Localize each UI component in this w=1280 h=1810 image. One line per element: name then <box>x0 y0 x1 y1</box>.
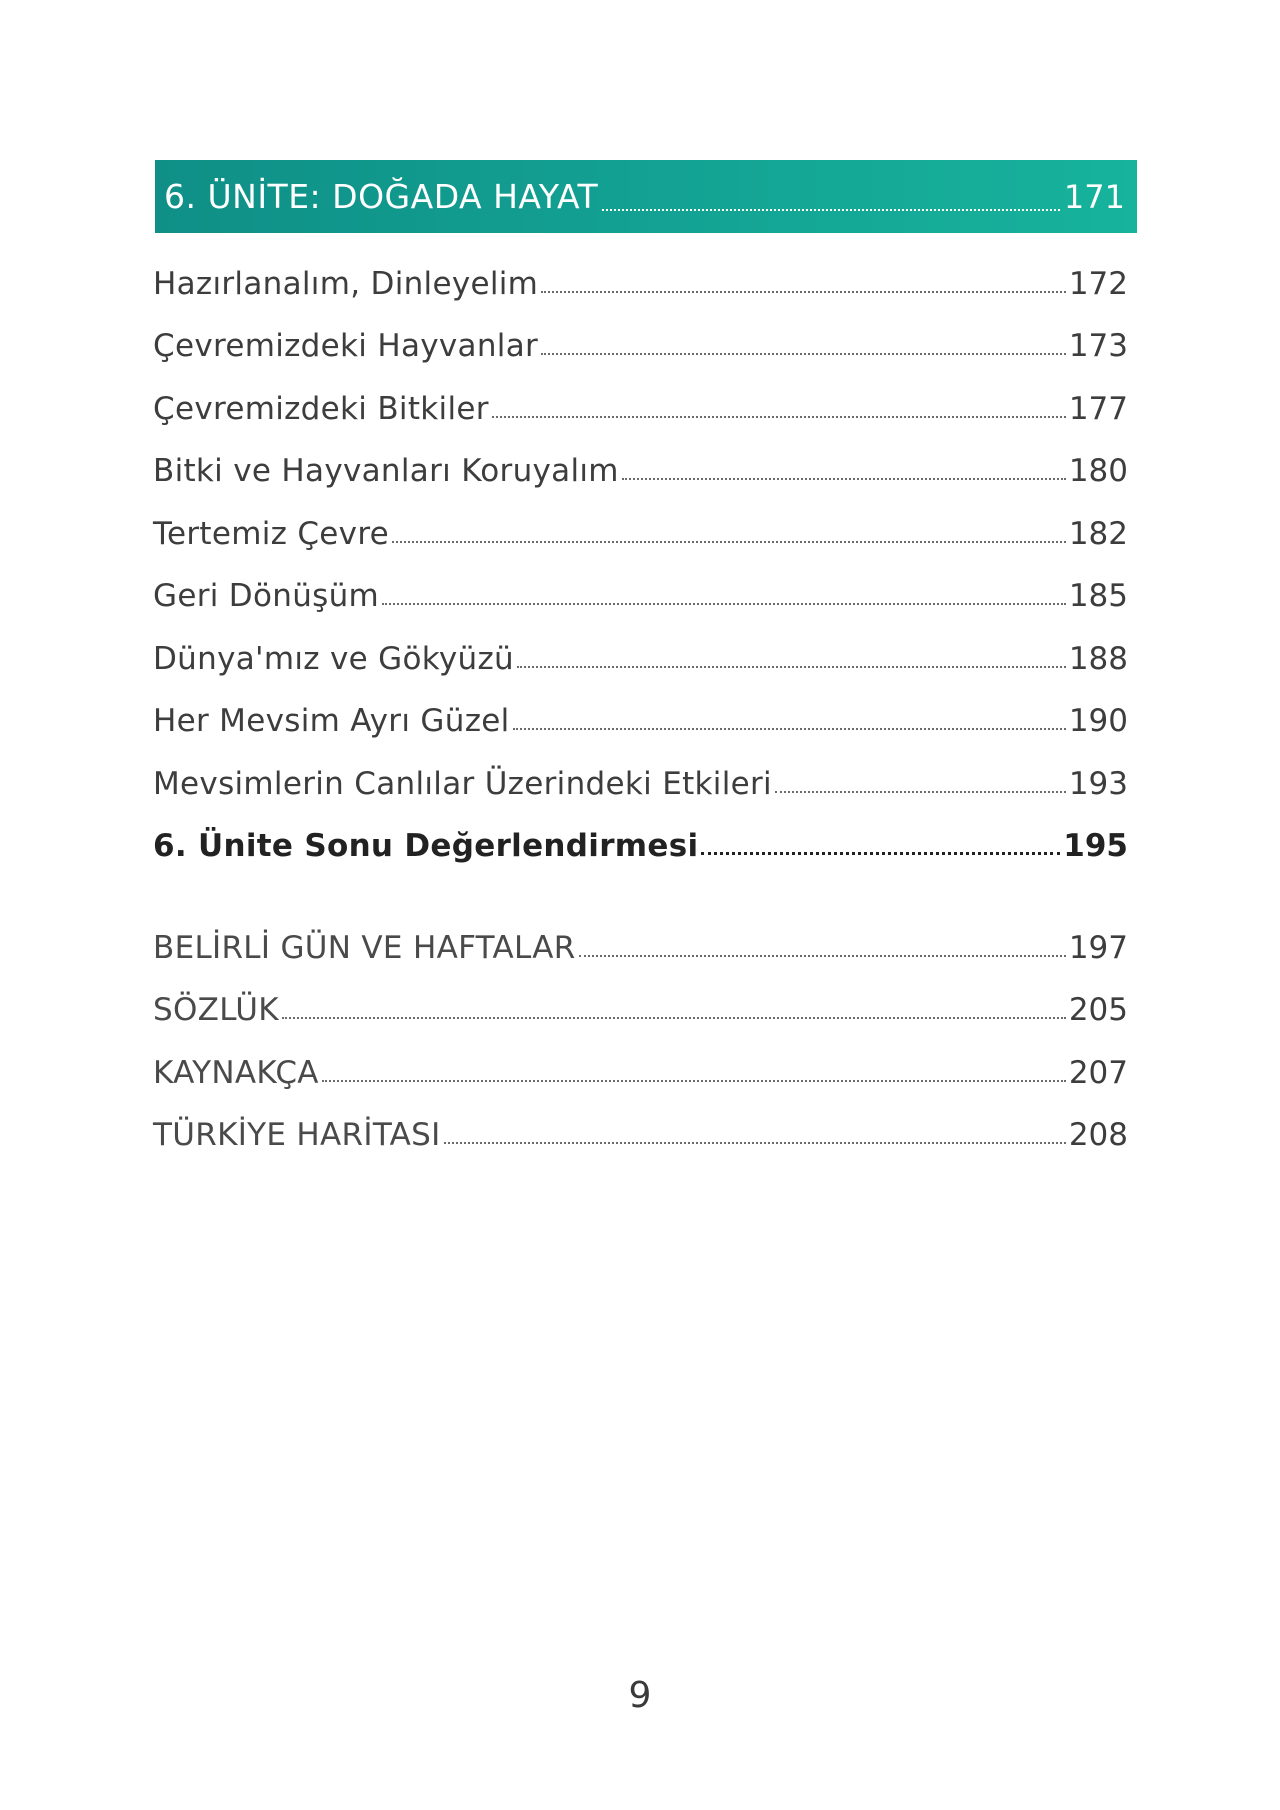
toc-entry[interactable] <box>153 972 1128 1035</box>
dot-leader <box>775 791 1066 793</box>
page-number: 9 <box>628 1675 652 1716</box>
dot-leader <box>444 1142 1066 1144</box>
toc-entry-page: 172 <box>1068 265 1128 302</box>
toc-entry-page: 197 <box>1068 929 1128 966</box>
table-of-contents <box>153 245 1128 870</box>
toc-entry[interactable] <box>153 558 1128 621</box>
toc-entry[interactable] <box>153 245 1128 308</box>
toc-entry-page: 177 <box>1068 390 1128 427</box>
dot-leader <box>492 416 1066 418</box>
toc-entry-page: 188 <box>1068 640 1128 677</box>
toc-entry-page: 205 <box>1068 992 1128 1028</box>
dot-leader <box>541 353 1066 355</box>
unit-title: 6. ÜNİTE: DOĞADA HAYAT <box>164 177 599 216</box>
unit-header[interactable] <box>155 160 1137 233</box>
dot-leader <box>382 603 1066 605</box>
toc-entry[interactable] <box>153 1034 1128 1097</box>
toc-entry-page: 193 <box>1068 765 1128 802</box>
toc-entry-page: 208 <box>1068 1117 1128 1153</box>
toc-entry[interactable] <box>153 745 1128 808</box>
toc-entry-page: 207 <box>1068 1054 1128 1091</box>
toc-entry-page: 190 <box>1068 703 1128 739</box>
dot-leader <box>322 1080 1066 1082</box>
toc-entry-page: 182 <box>1068 515 1128 552</box>
toc-entry-label: Çevremizdeki Hayvanlar <box>153 328 539 364</box>
toc-entry[interactable] <box>153 683 1128 746</box>
toc-entry-unit-evaluation[interactable] <box>153 808 1128 871</box>
dot-leader <box>701 852 1060 855</box>
toc-entry-page: 195 <box>1063 828 1128 864</box>
dot-leader <box>622 478 1066 480</box>
toc-entry-label: SÖZLÜK <box>153 992 279 1028</box>
toc-entry-page: 185 <box>1068 578 1128 614</box>
toc-entry-label: Bitki ve Hayvanları Koruyalım <box>153 453 619 489</box>
toc-entry-label: Çevremizdeki Bitkiler <box>153 390 489 427</box>
dot-leader <box>392 541 1066 543</box>
toc-entry-label: Dünya'mız ve Gökyüzü <box>153 640 514 677</box>
unit-page-number: 171 <box>1063 177 1125 216</box>
toc-entry-label: KAYNAKÇA <box>153 1054 319 1091</box>
toc-entry-label: 6. Ünite Sonu Değerlendirmesi <box>153 828 699 864</box>
toc-entry[interactable] <box>153 433 1128 496</box>
dot-leader <box>282 1017 1066 1019</box>
toc-entry-label: Mevsimlerin Canlılar Üzerindeki Etkileri <box>153 765 772 802</box>
dot-leader <box>513 728 1066 730</box>
appendix-contents <box>153 909 1128 1159</box>
toc-entry[interactable] <box>153 308 1128 371</box>
toc-entry-page: 180 <box>1068 453 1128 489</box>
dot-leader <box>517 666 1066 668</box>
toc-entry-page: 173 <box>1068 328 1128 364</box>
toc-entry-label: Her Mevsim Ayrı Güzel <box>153 703 510 739</box>
toc-entry-label: Geri Dönüşüm <box>153 578 380 614</box>
toc-entry-label: BELİRLİ GÜN VE HAFTALAR <box>153 929 576 966</box>
toc-entry[interactable] <box>153 370 1128 433</box>
dot-leader <box>541 291 1066 293</box>
dot-leader <box>579 955 1066 957</box>
toc-entry[interactable] <box>153 909 1128 972</box>
toc-entry[interactable] <box>153 1097 1128 1160</box>
toc-entry-label: Hazırlanalım, Dinleyelim <box>153 265 539 302</box>
dot-leader <box>602 209 1060 211</box>
toc-entry-label: TÜRKİYE HARİTASI <box>153 1117 441 1153</box>
toc-entry[interactable] <box>153 620 1128 683</box>
toc-entry[interactable] <box>153 495 1128 558</box>
toc-entry-label: Tertemiz Çevre <box>153 515 390 552</box>
